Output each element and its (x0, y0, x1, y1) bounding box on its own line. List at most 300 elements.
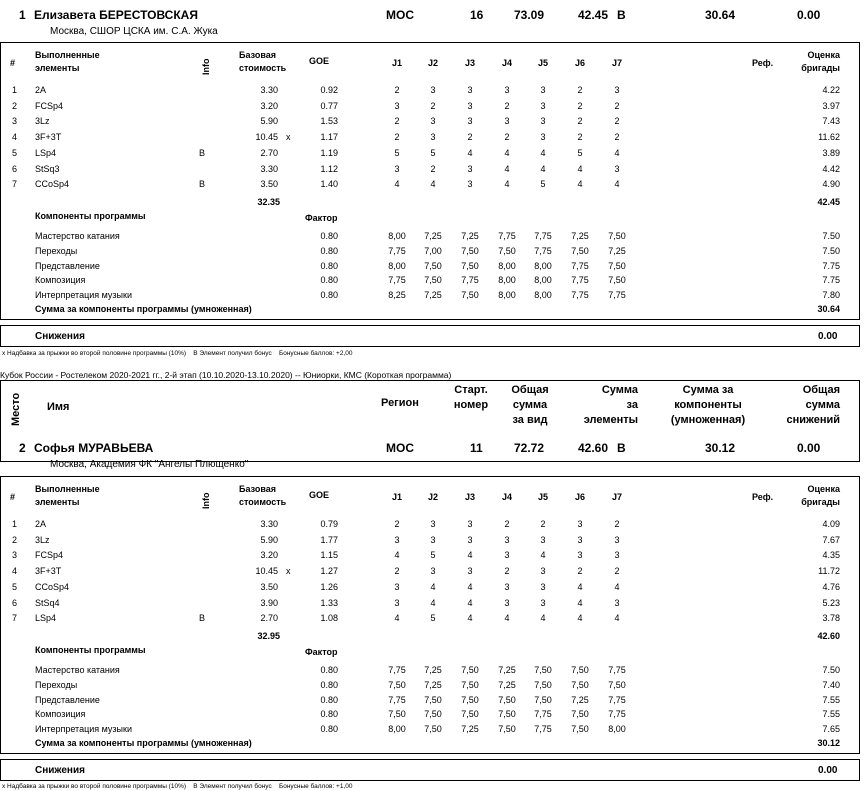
element-base-value: 3.50 (260, 581, 278, 592)
element-judge-score: 3 (394, 163, 400, 174)
bv-header-l1: Базовая (239, 484, 277, 494)
footnote-bonus: Бонусные баллов: +2,00 (278, 350, 353, 357)
component-judge-score: 8,00 (608, 724, 626, 735)
component-judge-score: 7,25 (461, 231, 479, 241)
component-judge-score: 8,00 (388, 724, 406, 735)
element-judge-score: 3 (430, 566, 436, 577)
element-base-value: 3.50 (260, 179, 278, 190)
element-judge-score: 2 (430, 163, 436, 174)
element-judge-score: 3 (540, 85, 546, 95)
element-judge-score: 4 (430, 581, 436, 592)
element-judge-score: 3 (394, 597, 400, 608)
skater1-deductions-box (0, 325, 860, 347)
component-score: 7.65 (822, 724, 840, 735)
element-info: B (199, 613, 206, 624)
element-judge-score: 2 (504, 100, 510, 111)
element-judge-score: 2 (577, 566, 583, 577)
element-judge-score: 3 (467, 116, 473, 127)
element-judge-score: 4 (394, 179, 400, 190)
component-judge-score: 7,50 (534, 665, 552, 675)
score-header-l1: Оценка (807, 484, 840, 494)
element-score: 4.22 (822, 85, 840, 95)
element-judge-score: 4 (467, 597, 473, 608)
element-judge-score: 4 (430, 597, 436, 608)
region: МОС (386, 441, 414, 455)
component-judge-score: 7,75 (571, 260, 589, 271)
element-goe: 1.26 (320, 581, 338, 592)
total-header: Общая сумма за вид (511, 384, 549, 426)
skater2-footnotes (2, 783, 353, 790)
component-judge-score: 7,75 (388, 245, 406, 256)
component-judge-score: 7,75 (608, 694, 626, 705)
tes-score: 42.60 (578, 441, 609, 455)
element-goe: 1.08 (320, 613, 338, 624)
element-info: B (199, 147, 206, 158)
element-judge-score: 3 (540, 597, 546, 608)
component-judge-score: 7,75 (571, 275, 589, 286)
components-title: Компоненты программы (35, 211, 146, 221)
tes-score: 42.45 (578, 8, 609, 22)
components-title: Компоненты программы (35, 645, 146, 655)
component-judge-score: 7,25 (498, 679, 516, 690)
tes-total: 42.60 (817, 630, 840, 641)
deductions-score: 0.00 (797, 441, 821, 455)
component-score: 7.40 (822, 679, 840, 690)
component-judge-score: 7,50 (498, 724, 516, 735)
element-goe: 1.12 (320, 163, 338, 174)
element-goe: 0.77 (320, 100, 338, 111)
element-judge-score: 3 (467, 534, 473, 545)
rank: 1 (19, 8, 26, 22)
component-judge-score: 7,50 (461, 694, 479, 705)
place-header: Место (10, 392, 22, 426)
start-header: Старт. номер (453, 384, 489, 411)
deductions-label: Снижения (35, 331, 85, 342)
element-judge-score: 2 (577, 116, 583, 127)
judge-header-4: J4 (501, 58, 512, 68)
element-judge-score: 3 (467, 179, 473, 190)
component-name: Переходы (35, 245, 78, 256)
element-judge-score: 4 (540, 613, 546, 624)
component-judge-score: 7,50 (424, 724, 442, 735)
region-header: Регион (381, 397, 419, 409)
skater-name: Елизавета БЕРЕСТОВСКАЯ (34, 8, 198, 22)
element-base-value: 3.90 (260, 597, 278, 608)
component-judge-score: 7,50 (571, 665, 589, 675)
component-judge-score: 7,75 (534, 245, 552, 256)
element-judge-score: 4 (394, 613, 400, 624)
component-judge-score: 8,00 (388, 231, 406, 241)
pcs-sum-label: Сумма за компоненты программы (умноженная) (35, 738, 252, 748)
deductions-total: 0.00 (818, 331, 838, 342)
element-judge-score: 2 (394, 85, 400, 95)
element-base-value: 10.45 (255, 132, 278, 143)
component-name: Композиция (35, 709, 86, 720)
component-score: 7.50 (822, 245, 840, 256)
element-number: 6 (12, 163, 18, 174)
region: МОС (386, 8, 414, 22)
component-name: Переходы (35, 679, 78, 690)
component-judge-score: 7,50 (571, 724, 589, 735)
element-judge-score: 4 (467, 147, 473, 158)
element-number: 4 (12, 566, 18, 577)
element-judge-score: 3 (430, 132, 436, 143)
component-judge-score: 7,25 (608, 245, 626, 256)
element-judge-score: 3 (540, 100, 546, 111)
component-factor: 0.80 (320, 275, 338, 286)
element-code: LSp4 (35, 147, 57, 158)
element-info: B (199, 179, 206, 190)
component-judge-score: 8,00 (498, 290, 516, 301)
element-judge-score: 3 (540, 534, 546, 545)
element-judge-score: 3 (467, 85, 473, 95)
tes-header: Сумма за элементы (583, 384, 638, 426)
judge-header-2: J2 (427, 492, 438, 502)
element-bonus-mark: x (286, 566, 291, 577)
component-judge-score: 7,50 (571, 679, 589, 690)
component-factor: 0.80 (320, 665, 338, 675)
element-judge-score: 4 (540, 550, 546, 561)
element-judge-score: 3 (467, 519, 473, 529)
component-score: 7.55 (822, 709, 840, 720)
element-judge-score: 4 (540, 163, 546, 174)
element-code: StSq3 (35, 163, 60, 174)
element-score: 3.78 (822, 613, 840, 624)
component-judge-score: 7,25 (461, 724, 479, 735)
deductions-label: Снижения (35, 765, 85, 776)
element-goe: 1.27 (320, 566, 338, 577)
component-judge-score: 7,50 (424, 275, 442, 286)
element-base-value: 3.20 (260, 100, 278, 111)
element-judge-score: 3 (430, 534, 436, 545)
element-judge-score: 4 (577, 613, 583, 624)
element-judge-score: 2 (504, 566, 510, 577)
component-judge-score: 7,50 (461, 709, 479, 720)
element-judge-score: 2 (394, 132, 400, 143)
component-judge-score: 7,50 (461, 245, 479, 256)
score-header-l1: Оценка (807, 50, 840, 60)
score-header-l2: бригады (801, 63, 840, 73)
judge-header-2: J2 (427, 58, 438, 68)
element-number: 1 (12, 85, 18, 95)
element-judge-score: 4 (577, 179, 583, 190)
element-judge-score: 3 (504, 581, 510, 592)
component-judge-score: 7,25 (424, 665, 442, 675)
element-base-value: 5.90 (260, 534, 278, 545)
element-judge-score: 3 (614, 163, 620, 174)
score-header-l2: бригады (801, 497, 840, 507)
rank: 2 (19, 441, 26, 455)
element-base-value: 5.90 (260, 116, 278, 127)
element-judge-score: 4 (504, 163, 510, 174)
element-number: 7 (12, 179, 18, 190)
element-judge-score: 3 (577, 550, 583, 561)
start-number: 11 (470, 441, 483, 455)
factor-header: Фактор (305, 647, 338, 657)
base-value-total: 32.95 (257, 630, 280, 641)
component-judge-score: 7,50 (424, 709, 442, 720)
component-judge-score: 7,75 (534, 724, 552, 735)
element-judge-score: 5 (430, 550, 436, 561)
element-score: 4.76 (822, 581, 840, 592)
component-judge-score: 7,25 (498, 665, 516, 675)
factor-header: Фактор (305, 213, 338, 223)
element-goe: 1.77 (320, 534, 338, 545)
component-judge-score: 7,75 (608, 290, 626, 301)
component-judge-score: 7,25 (424, 231, 442, 241)
element-base-value: 3.30 (260, 519, 278, 529)
element-code: 3Lz (35, 534, 50, 545)
element-code: CCoSp4 (35, 179, 70, 190)
element-number: 3 (12, 116, 18, 127)
element-judge-score: 2 (614, 116, 620, 127)
footnote-b: B Элемент получил бонус (193, 783, 272, 790)
element-score: 11.72 (818, 566, 840, 577)
element-judge-score: 5 (430, 147, 436, 158)
component-judge-score: 7,50 (388, 709, 406, 720)
element-code: CCoSp4 (35, 581, 70, 592)
element-judge-score: 3 (577, 519, 583, 529)
judge-header-6: J6 (574, 58, 585, 68)
component-judge-score: 7,75 (534, 709, 552, 720)
element-judge-score: 2 (394, 519, 400, 529)
element-judge-score: 4 (430, 179, 436, 190)
element-judge-score: 4 (577, 597, 583, 608)
bv-header-l2: стоимость (239, 63, 287, 73)
component-judge-score: 7,50 (534, 679, 552, 690)
component-judge-score: 7,25 (571, 231, 589, 241)
component-judge-score: 7,50 (608, 260, 626, 271)
element-goe: 1.33 (320, 597, 338, 608)
element-judge-score: 2 (394, 116, 400, 127)
component-judge-score: 8,00 (534, 275, 552, 286)
element-code: 3F+3T (35, 566, 62, 577)
component-judge-score: 7,50 (498, 245, 516, 256)
component-judge-score: 7,50 (534, 694, 552, 705)
component-judge-score: 7,50 (571, 245, 589, 256)
element-judge-score: 4 (614, 613, 620, 624)
judge-header-5: J5 (537, 58, 548, 68)
element-judge-score: 4 (467, 550, 473, 561)
component-score: 7.75 (822, 260, 840, 271)
element-score: 3.89 (822, 147, 840, 158)
element-judge-score: 3 (614, 534, 620, 545)
footnote-x: x Надбавка за прыжки во второй половине программы (10%) (2, 783, 187, 790)
element-code: LSp4 (35, 613, 57, 624)
skater1-footnotes (2, 350, 353, 357)
element-base-value: 3.30 (260, 85, 278, 95)
component-judge-score: 7,25 (424, 679, 442, 690)
tes-flag: B (617, 441, 626, 455)
component-judge-score: 7,75 (461, 275, 479, 286)
element-base-value: 3.20 (260, 550, 278, 561)
component-judge-score: 7,50 (424, 694, 442, 705)
component-judge-score: 7,50 (608, 275, 626, 286)
component-judge-score: 7,50 (498, 709, 516, 720)
component-judge-score: 8,00 (534, 290, 552, 301)
element-judge-score: 2 (577, 85, 583, 95)
component-name: Интерпретация музыки (35, 724, 132, 735)
element-goe: 1.53 (320, 116, 338, 127)
name-header: Имя (47, 401, 70, 413)
element-judge-score: 3 (504, 550, 510, 561)
element-judge-score: 2 (614, 132, 620, 143)
goe-header: GOE (309, 490, 330, 500)
element-number: 5 (12, 147, 18, 158)
component-name: Представление (35, 694, 100, 705)
element-judge-score: 5 (394, 147, 400, 158)
component-score: 7.80 (822, 290, 840, 301)
element-number: 2 (12, 534, 18, 545)
elements-header-l1: Выполненные (35, 484, 100, 494)
element-judge-score: 4 (540, 147, 546, 158)
elements-header-l2: элементы (35, 63, 80, 73)
component-name: Мастерство катания (35, 231, 120, 241)
component-judge-score: 7,50 (388, 679, 406, 690)
component-judge-score: 7,50 (461, 679, 479, 690)
element-judge-score: 3 (430, 116, 436, 127)
component-factor: 0.80 (320, 245, 338, 256)
elements-header-l1: Выполненные (35, 50, 100, 60)
component-judge-score: 7,50 (571, 709, 589, 720)
element-judge-score: 4 (467, 581, 473, 592)
ref-header: Реф. (752, 58, 774, 68)
judge-header-5: J5 (537, 492, 548, 502)
element-judge-score: 4 (467, 613, 473, 624)
base-value-total: 32.35 (257, 196, 280, 207)
element-number: 3 (12, 550, 18, 561)
element-judge-score: 3 (467, 100, 473, 111)
element-judge-score: 2 (614, 519, 620, 529)
element-judge-score: 3 (394, 581, 400, 592)
element-score: 5.23 (822, 597, 840, 608)
num-header: # (10, 492, 16, 502)
component-score: 7.50 (822, 231, 840, 241)
element-judge-score: 5 (430, 613, 436, 624)
pcs-total: 30.12 (817, 738, 840, 748)
element-code: 3Lz (35, 116, 50, 127)
total-score: 73.09 (514, 8, 545, 22)
element-judge-score: 4 (504, 147, 510, 158)
component-factor: 0.80 (320, 231, 338, 241)
component-judge-score: 7,75 (498, 231, 516, 241)
component-judge-score: 7,75 (608, 665, 626, 675)
pcs-total: 30.64 (817, 304, 840, 314)
element-code: FCSp4 (35, 100, 64, 111)
component-judge-score: 7,75 (388, 694, 406, 705)
component-score: 7.75 (822, 275, 840, 286)
element-score: 4.42 (822, 163, 840, 174)
component-judge-score: 7,50 (461, 290, 479, 301)
element-code: FCSp4 (35, 550, 64, 561)
element-score: 7.67 (822, 534, 840, 545)
pcs-score: 30.64 (705, 8, 736, 22)
element-judge-score: 3 (504, 534, 510, 545)
element-base-value: 2.70 (260, 147, 278, 158)
element-judge-score: 4 (614, 147, 620, 158)
component-judge-score: 8,00 (534, 260, 552, 271)
judge-header-3: J3 (464, 492, 475, 502)
element-judge-score: 2 (577, 100, 583, 111)
element-judge-score: 3 (540, 116, 546, 127)
elements-header-l2: элементы (35, 497, 80, 507)
component-judge-score: 7,50 (461, 260, 479, 271)
judge-header-1: J1 (391, 58, 402, 68)
element-judge-score: 2 (467, 132, 473, 143)
component-factor: 0.80 (320, 260, 338, 271)
element-code: 2A (35, 519, 47, 529)
element-judge-score: 4 (577, 163, 583, 174)
component-judge-score: 8,00 (388, 260, 406, 271)
club: Москва, Академия ФК "Ангелы Плющенко" (50, 459, 249, 470)
element-judge-score: 3 (614, 550, 620, 561)
element-base-value: 3.30 (260, 163, 278, 174)
element-judge-score: 3 (467, 566, 473, 577)
component-judge-score: 7,75 (388, 665, 406, 675)
start-number: 16 (470, 8, 484, 22)
element-judge-score: 3 (394, 100, 400, 111)
info-header: Info (201, 492, 211, 509)
deductions-total: 0.00 (818, 765, 838, 776)
element-judge-score: 3 (540, 566, 546, 577)
element-number: 5 (12, 581, 18, 592)
component-factor: 0.80 (320, 290, 338, 301)
judge-header-3: J3 (464, 58, 475, 68)
element-judge-score: 4 (577, 581, 583, 592)
element-goe: 0.92 (320, 85, 338, 95)
element-judge-score: 3 (577, 534, 583, 545)
judge-header-7: J7 (611, 58, 622, 68)
footnote-bonus: Бонусные баллов: +1,00 (278, 783, 353, 790)
element-number: 4 (12, 132, 18, 143)
tes-total: 42.45 (817, 196, 840, 207)
element-judge-score: 3 (540, 581, 546, 592)
element-judge-score: 2 (394, 566, 400, 577)
element-score: 7.43 (822, 116, 840, 127)
goe-header: GOE (309, 56, 330, 66)
element-judge-score: 4 (614, 179, 620, 190)
element-score: 4.09 (822, 519, 840, 529)
component-judge-score: 8,25 (388, 290, 406, 301)
element-code: 2A (35, 85, 47, 95)
element-judge-score: 3 (540, 132, 546, 143)
element-judge-score: 4 (614, 581, 620, 592)
element-score: 11.62 (818, 132, 840, 143)
component-judge-score: 7,50 (461, 665, 479, 675)
element-code: StSq4 (35, 597, 60, 608)
skater2-deductions-box (0, 759, 860, 781)
component-name: Композиция (35, 275, 86, 286)
component-score: 7.50 (822, 665, 840, 675)
deductions-score: 0.00 (797, 8, 821, 22)
judge-header-1: J1 (391, 492, 402, 502)
component-name: Мастерство катания (35, 665, 120, 675)
pcs-sum-label: Сумма за компоненты программы (умноженная) (35, 304, 252, 314)
element-judge-score: 3 (614, 85, 620, 95)
element-score: 4.35 (822, 550, 840, 561)
element-judge-score: 3 (394, 534, 400, 545)
bv-header-l2: стоимость (239, 497, 287, 507)
component-name: Представление (35, 260, 100, 271)
component-judge-score: 7,50 (498, 694, 516, 705)
component-judge-score: 8,00 (498, 260, 516, 271)
element-goe: 1.15 (320, 550, 338, 561)
element-judge-score: 3 (504, 597, 510, 608)
club: Москва, СШОР ЦСКА им. С.А. Жука (50, 26, 218, 37)
element-goe: 1.19 (320, 147, 338, 158)
element-goe: 1.40 (320, 179, 338, 190)
element-judge-score: 3 (504, 85, 510, 95)
